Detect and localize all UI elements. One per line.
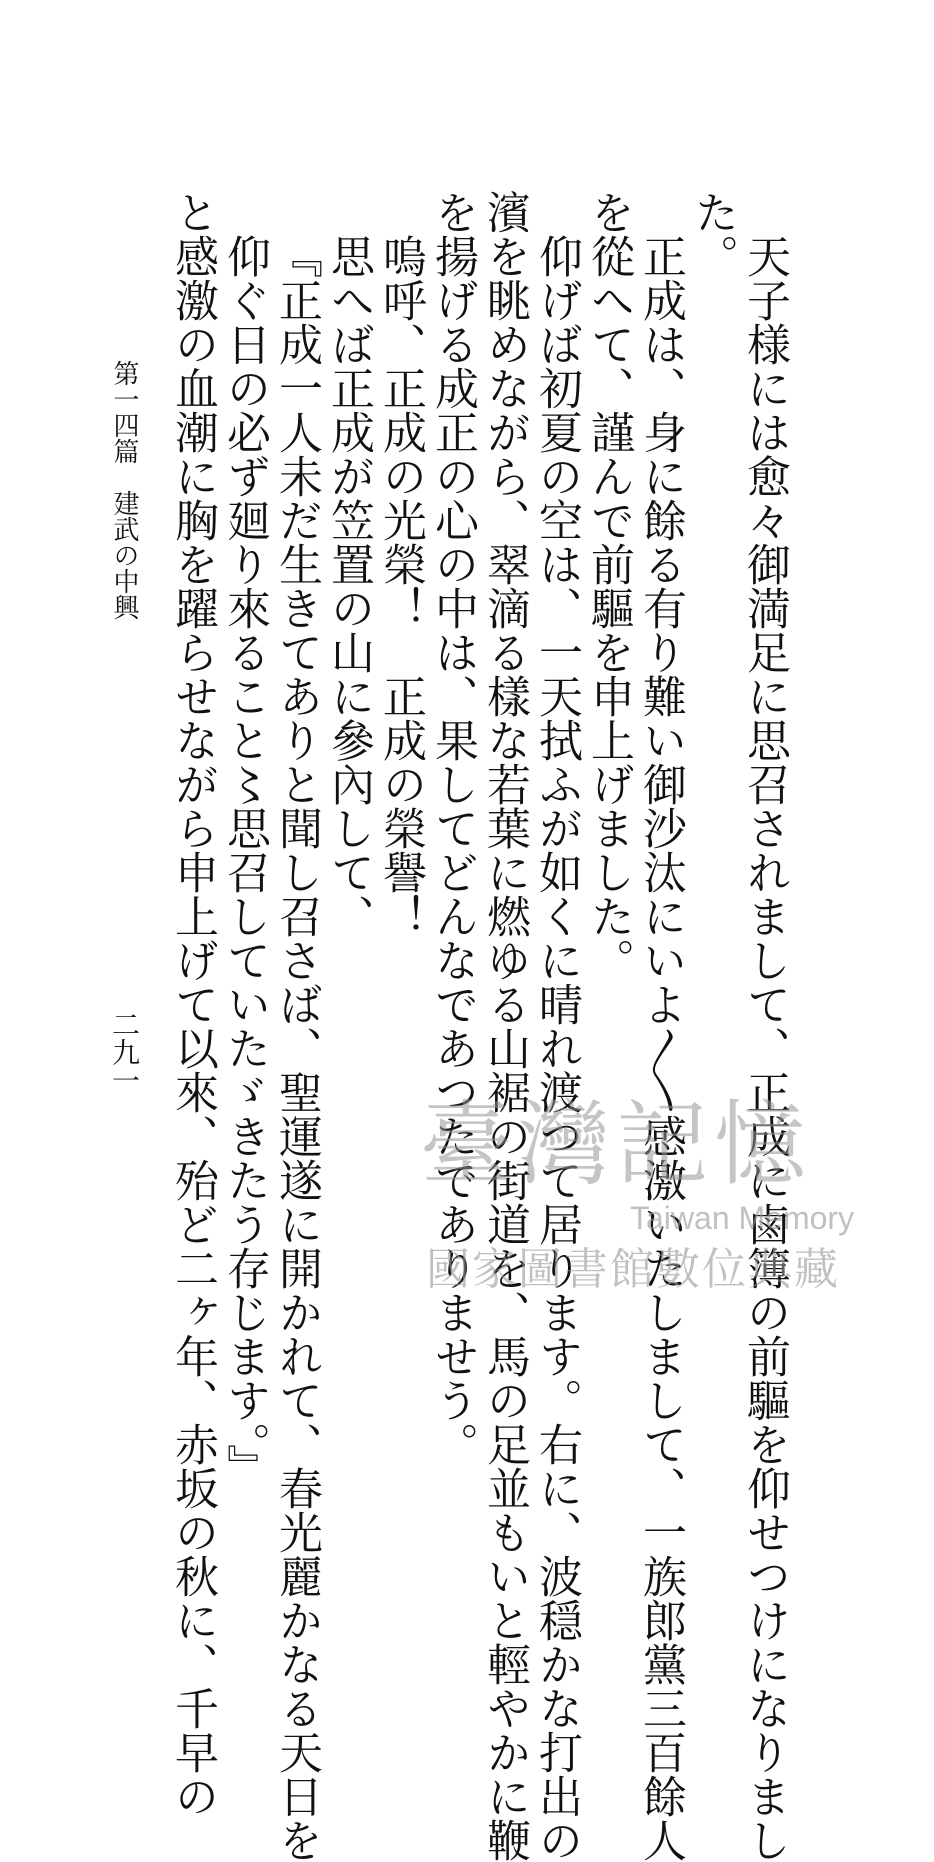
text-column-12: と感激の血潮に胸を躍らせながら申上げて以來、殆ど二ヶ年、赤坂の秋に、千早の [167, 190, 218, 1818]
text-column-11: 仰ぐ日の必ず廻り來ること〻思召していたゞきたう存じます。』 [219, 234, 270, 1488]
text-column-3: 正成は、身に餘る有り難い御沙汰にいよ〳〵感激いたしまして、一族郎黨三百餘人 [635, 234, 686, 1862]
running-head: 第一四篇 建武の中興 [109, 360, 139, 620]
text-column-2: た。 [687, 190, 738, 278]
watermark-english-text: Taiwan Memory [630, 1200, 855, 1236]
watermark-sub-text: 國家圖書館數位典藏 [426, 1244, 840, 1295]
watermark-main-text: 臺灣記憶 [420, 1091, 813, 1198]
text-column-10: 『正成一人未だ生きてありと聞し召さば、聖運遂に開かれて、春光麗かなる天日を [271, 234, 322, 1862]
text-column-6: 濱を眺めながら、翠滴る樣な若葉に燃ゆる山裾の街道を、馬の足並もいと輕やかに鞭 [479, 190, 530, 1862]
text-column-7: を揚げる成正の心の中は、果してどんなであつたでありませう。 [427, 190, 478, 1466]
vertical-text-block [150, 190, 790, 1862]
text-column-8: 嗚呼、正成の光榮！ 正成の榮譽！ [375, 234, 426, 938]
page-number: 二九一 [108, 1010, 141, 1094]
text-column-4: を從へて、謹んで前驅を申上げました。 [583, 190, 634, 982]
text-column-9: 思へば正成が笠置の山に參內して、 [323, 234, 374, 938]
text-column-1: 天子様には愈々御満足に思召されまして、正成に鹵簿の前驅を仰せつけになりまし [739, 234, 790, 1862]
text-column-5: 仰げば初夏の空は、一天拭ふが如くに晴れ渡つて居ります。右に、波穏かな打出の [531, 234, 582, 1862]
